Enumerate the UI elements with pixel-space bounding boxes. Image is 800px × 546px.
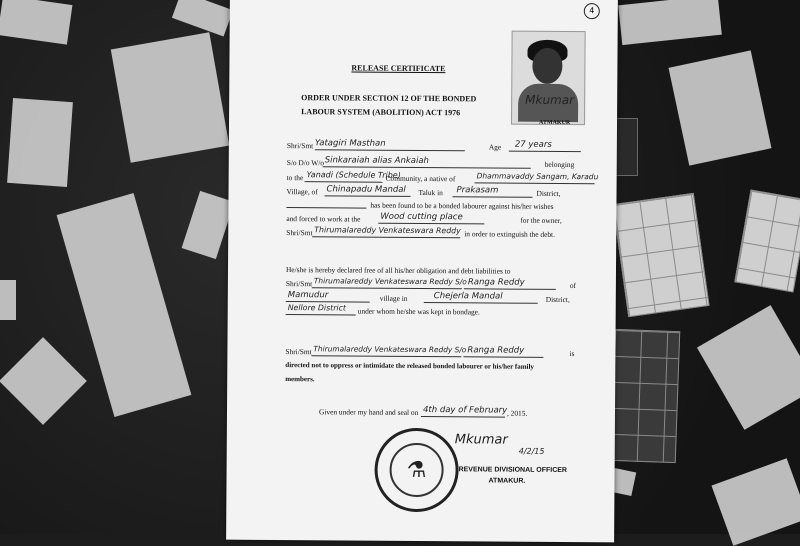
- declared-text: He/she is hereby declared free of all his/her obligation and debt liabilities to: [285, 265, 511, 276]
- creditor-mandal: Chejerla Mandal: [433, 291, 503, 302]
- directed-text: directed not to oppress or intimidate the released bonded labourer or his/her family: [285, 361, 534, 371]
- is-label: is: [569, 349, 575, 359]
- official-seal: [374, 428, 459, 513]
- owner-label: for the owner,: [520, 215, 562, 225]
- bondage-text: under whom he/she was kept in bondage.: [357, 306, 480, 317]
- labourer-age: 27 years: [514, 139, 552, 150]
- shri-prefix-4: Shri/Smt: [285, 347, 312, 357]
- shri-prefix: Shri/Smt: [286, 141, 314, 151]
- taluk-label: Taluk in: [418, 187, 443, 198]
- shri-prefix-3: Shri/Smt: [285, 279, 313, 289]
- owner-name: Thirumalareddy Venkateswara Reddy: [314, 225, 461, 236]
- given-date: 4th day of February: [422, 405, 508, 416]
- age-label: Age: [488, 142, 502, 152]
- extinguish-text: in order to extinguish the debt.: [464, 229, 556, 239]
- certificate-title: RELEASE CERTIFICATE: [351, 63, 446, 74]
- photo-stamp: ATMAKUR: [538, 119, 571, 127]
- given-year: , 2015.: [506, 408, 528, 418]
- creditor-name: Thirumalareddy Venkateswara Reddy S/o: [313, 276, 467, 287]
- found-text: has been found to be a bonded labourer against his/her wishes: [370, 200, 554, 211]
- release-certificate-document: [226, 0, 618, 542]
- order-heading-line-2: LABOUR SYSTEM (ABOLITION) ACT 1976: [301, 107, 461, 118]
- creditor-village: Mamudur: [287, 290, 329, 301]
- district-label-2: District,: [545, 294, 570, 305]
- officer-designation: REVENUE DIVISIONAL OFFICER: [458, 466, 568, 475]
- labourer-name: Yatagiri Masthan: [314, 138, 386, 149]
- creditor-name-2: Ranga Reddy: [467, 277, 525, 288]
- community-label: Community, a native of: [385, 173, 456, 184]
- members-text: members.: [285, 375, 315, 384]
- directed-name: Thirumalareddy Venkateswara Reddy S/o: [313, 344, 467, 355]
- given-text: Given under my hand and seal on: [318, 407, 419, 417]
- photo-signature: Mkumar: [525, 92, 575, 108]
- background-tile: [612, 193, 709, 317]
- work-place: Wood cutting place: [380, 211, 463, 223]
- background-shard: [7, 98, 73, 187]
- forced-text: and forced to work at the: [286, 214, 361, 224]
- emblem-icon: ⚗: [389, 443, 443, 497]
- officer-signature: Mkumar: [454, 432, 508, 448]
- background-shard: [0, 280, 16, 320]
- creditor-district: Nellore District: [287, 303, 346, 313]
- page-number: 4: [584, 3, 600, 19]
- signature-date: 4/2/15: [518, 446, 545, 456]
- district-name: Prakasam: [456, 185, 499, 196]
- mandal-name: Chinapadu Mandal: [326, 184, 406, 195]
- parent-name: Sinkaraiah alias Ankaiah: [324, 155, 429, 167]
- of-label: of: [569, 281, 577, 291]
- village-label: Village, of: [286, 187, 318, 197]
- belonging-label: belonging: [544, 159, 575, 170]
- native-place: Dhammavaddy Sangam, Karadu: [476, 171, 599, 182]
- shri-prefix-2: Shri/Smt: [286, 228, 313, 238]
- order-heading-line-1: ORDER UNDER SECTION 12 OF THE BONDED: [301, 93, 477, 104]
- background-shard: [111, 32, 229, 163]
- to-the-label: to the: [286, 173, 304, 183]
- officer-place: ATMAKUR.: [488, 477, 526, 485]
- background-tile: [610, 329, 681, 463]
- relation-prefix: S/o D/o W/o: [286, 158, 325, 168]
- directed-name-2: Ranga Reddy: [467, 345, 525, 356]
- bonded-labourer-photo: [511, 31, 586, 126]
- community: Yanadi (Schedule Tribe): [306, 170, 401, 180]
- village-in-label: village in: [379, 293, 408, 303]
- district-label: District,: [536, 188, 561, 198]
